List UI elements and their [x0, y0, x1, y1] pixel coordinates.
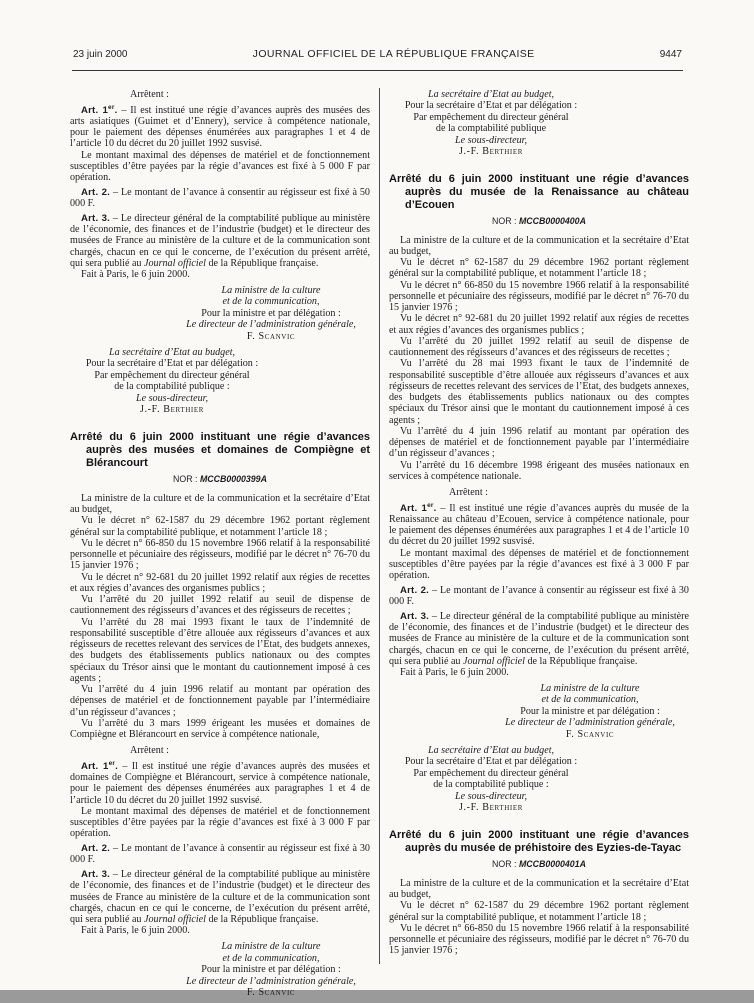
paragraph [389, 503, 689, 548]
signature-line: J.-F. Berthier [459, 146, 523, 157]
paragraph-text: Vu le décret n° 66-850 du 15 novembre 1966 relatif à la responsabilité personnelle et pécuniaire des régisseurs, modifié par le décret n° 76-70 du 15 janvier 1976 ; [70, 537, 370, 572]
paragraph-text: – Le directeur général de la comptabilité publique au ministère de l’économie, des finances et de l’industrie (budget) et le directeur des musées de France au ministère de la culture et de la communication sont chargés, chacun en ce qui le concerne, de l’exécution du présent arrêté, qui sera publié au [389, 610, 690, 667]
signature-line: Pour la ministre et par délégation : [201, 307, 341, 319]
article-label-text: Art. 2. [81, 843, 111, 854]
signature-block [389, 745, 593, 814]
nor-label: NOR : [173, 473, 198, 484]
paragraph-text: Vu l’arrêté du 28 mai 1993 fixant le taux de l’indemnité de responsabilité susceptible d’être allouée aux régisseurs d’avances et aux régisseurs de recettes relevant des services de l’Etat, des budgets annexes, des budgets des établissements publics nationaux ou des comptes spéciaux du Trésor ainsi que le montant du cautionnement imposé à ces agents ; [389, 358, 689, 426]
article-label-text: Art. 3. [81, 212, 110, 224]
article-label-text: Art. 1 [81, 760, 109, 772]
paragraph-text: Vu le décret n° 62-1587 du 29 décembre 1962 portant règlement général sur la comptabilité publique, et notamment l’article 18 ; [70, 515, 370, 538]
italic-text: Journal officiel [463, 655, 525, 667]
nor-value: MCCB0000399A [199, 473, 267, 484]
paragraph [389, 548, 689, 582]
signature-line: Le directeur de l’administration générale, [186, 319, 356, 331]
signature-line: Par empêchement du directeur général [413, 111, 569, 123]
article-label-text: Art. 2. [81, 186, 111, 198]
paragraph [389, 313, 689, 336]
signature-line: La ministre de la culture [540, 682, 640, 694]
formula-arretent: Arrêtent : [130, 745, 169, 757]
paragraph [389, 923, 689, 957]
paragraph [70, 684, 370, 718]
italic-text: Journal officiel [144, 257, 206, 269]
section-heading: Arrêté du 6 juin 2000 instituant une régie d’avances auprès du musée de préhistoire des Eyzies-de-Tayac [389, 828, 689, 854]
ordinal-suffix: er [427, 501, 434, 509]
paragraph [70, 150, 370, 184]
paragraph-text: Vu l’arrêté du 20 juillet 1992 relatif au seuil de dispense de cautionnement des régisseurs d’avances et des régisseurs de recettes ; [70, 594, 370, 617]
article-label-text: Art. 3. [81, 869, 110, 880]
ordinal-suffix: er [108, 103, 115, 111]
paragraph-text: Vu le décret n° 66-850 du 15 novembre 1966 relatif à la responsabilité personnelle et pécuniaire des régisseurs, modifié par le décret n° 76-70 du 15 janvier 1976 ; [389, 922, 689, 957]
article-label-text: Art. 1 [400, 502, 428, 514]
paragraph [389, 667, 689, 678]
paragraph [70, 594, 370, 617]
paragraph [70, 925, 370, 936]
paragraph [70, 269, 370, 280]
article-label-text: Art. 3. [400, 610, 429, 622]
paragraph-text: Vu l’arrêté du 28 mai 1993 fixant le taux de l’indemnité de responsabilité susceptible d’être allouée aux régisseurs d’avances et aux régisseurs de recettes relevant des services de l’Etat, des budgets annexes, des budgets des établissements publics nationaux ou des comptes spéciaux du Trésor ainsi que le montant du cautionnement imposé à ces agents ; [70, 616, 370, 684]
paragraph-text: – Il est institué une régie d’avances auprès des musées des arts asiatiques (Guimet et d’Ennery), service à compétence nationale, pour le paiement des dépenses énumérées aux paragraphes 1 et 4 de l’article 10 du décret du 20 juillet 1992 susvisé. [70, 104, 370, 150]
paragraph [70, 515, 370, 538]
paragraph-text: – Le montant de l’avance à consentir au régisseur est fixé à 30 000 F. [389, 584, 689, 607]
article-label [81, 105, 117, 116]
paragraph [70, 105, 370, 150]
page-header [73, 48, 682, 60]
signature-line: Pour la secrétaire d’Etat et par délégation : [85, 358, 259, 370]
signature-line: Le sous-directeur, [455, 790, 527, 802]
paragraph-text: – Le montant de l’avance à consentir au régisseur est fixé à 30 000 F. [70, 843, 370, 866]
signature-block [172, 285, 370, 343]
paragraph-text: La ministre de la culture et de la communication et la secrétaire d’Etat au budget, [389, 877, 689, 900]
signature-line: Pour la secrétaire d’Etat et par délégation : [404, 756, 578, 768]
article-label-text: . [114, 104, 118, 116]
paragraph [70, 213, 370, 269]
paragraph-text: de la République française. [205, 914, 319, 925]
signature-line: La ministre de la culture [221, 941, 321, 952]
left-column [70, 84, 370, 1003]
journal-date: 23 juin 2000 [73, 49, 128, 60]
paragraph [389, 460, 689, 483]
article-label-text: . [433, 502, 437, 514]
formula-arretent: Arrêtent : [449, 487, 488, 498]
nor-line [389, 216, 689, 226]
paragraph [389, 585, 689, 608]
signature-line: Le sous-directeur, [136, 392, 208, 404]
paragraph [389, 336, 689, 359]
paragraph-text: – Il est institué une régie d’avances auprès des musées et domaines de Compiègne et Blérancourt, service à compétence nationale, pour le paiement des dépenses énumérées aux paragraphes 1 et 4 de l’article 10 du décret du 20 juillet 1992 susvisé. [70, 760, 370, 806]
journal-title: JOURNAL OFFICIEL DE LA RÉPUBLIQUE FRANÇAISE [252, 48, 535, 60]
signature-line: Le directeur de l’administration générale, [505, 717, 675, 729]
article-label [400, 585, 429, 596]
paragraph [389, 257, 689, 280]
signature-line: J.-F. Berthier [140, 404, 204, 416]
signature-line: Pour la ministre et par délégation : [520, 705, 660, 717]
signature-line: La secrétaire d’Etat au budget, [427, 744, 555, 756]
signature-line: F. Scanvic [565, 728, 615, 740]
paragraph [70, 806, 370, 840]
signature-line: Par empêchement du directeur général [94, 369, 250, 381]
paragraph-text: de la République française. [205, 257, 319, 269]
nor-label: NOR : [492, 858, 517, 869]
signature-line: Le sous-directeur, [455, 134, 527, 146]
nor-value: MCCB0000401A [518, 858, 586, 869]
article-label-text: Art. 2. [400, 584, 430, 596]
paragraph [70, 843, 370, 866]
page-number: 9447 [659, 49, 682, 60]
paragraph-text: Vu le décret n° 62-1587 du 29 décembre 1962 portant règlement général sur la comptabilité publique, et notamment l’article 18 ; [389, 900, 689, 923]
paragraph [70, 187, 370, 210]
signature-line: Le directeur de l’administration générale, [186, 975, 356, 987]
signature-line: de la comptabilité publique : [433, 779, 549, 791]
paragraph [70, 761, 370, 806]
signature-line: Par empêchement du directeur général [413, 767, 569, 779]
paragraph [389, 235, 689, 258]
paragraph [70, 572, 370, 595]
paragraph [389, 611, 689, 667]
signature-line: et de la communication, [222, 952, 320, 964]
signature-line: de la comptabilité publique [435, 123, 547, 134]
paragraph-text: de la République française. [524, 655, 638, 667]
right-column [389, 84, 689, 1003]
paragraph [70, 617, 370, 685]
signature-line: La ministre de la culture [221, 284, 321, 296]
column-divider [379, 88, 380, 964]
nor-value: MCCB0000400A [518, 215, 586, 226]
paragraph [389, 358, 689, 426]
signature-block [70, 347, 274, 416]
paragraph [389, 280, 689, 314]
paragraph-text: Vu l’arrêté du 16 décembre 1998 érigeant des musées nationaux en services à compétence nationale. [389, 459, 689, 482]
formula-arretent: Arrêtent : [130, 89, 169, 100]
signature-line: Pour la secrétaire d’Etat et par délégation : [404, 100, 578, 111]
paragraph [389, 900, 689, 923]
signature-line: J.-F. Berthier [459, 802, 523, 814]
paragraph-text: – Il est institué une régie d’avances auprès du musée de la Renaissance au château d’Ecouen, service à compétence nationale, pour le paiement des dépenses énumérées aux paragraphes 1 et 4 de l’article 10 du décret du 20 juillet 1992 susvisé. [389, 502, 689, 548]
paragraph-text: Le montant maximal des dépenses de matériel et de fonctionnement susceptibles d’être payées par la régie d’avances est fixé à 3 000 F par opération. [70, 805, 370, 840]
paragraph-text: Le montant maximal des dépenses de matériel et de fonctionnement susceptibles d’être payées par la régie d’avances est fixé à 5 000 F par opération. [70, 149, 370, 183]
article-label-text: Art. 1 [81, 104, 109, 116]
article-label [81, 213, 110, 224]
paragraph-text: Le montant maximal des dépenses de matériel et de fonctionnement susceptibles d’être payées par la régie d’avances est fixé à 3 000 F par opération. [389, 547, 689, 581]
paragraph-text: – Le montant de l’avance à consentir au régisseur est fixé à 50 000 F. [70, 186, 370, 209]
paragraph [70, 869, 370, 925]
paragraph-text: La ministre de la culture et de la communication et la secrétaire d’Etat au budget, [70, 492, 370, 515]
article-label [81, 187, 110, 198]
article-label [400, 503, 436, 514]
ordinal-suffix: er [108, 759, 116, 767]
nor-line [389, 859, 689, 869]
paragraph-text: Vu le décret n° 92-681 du 20 juillet 1992 relatif aux régies de recettes et aux régies d’avances des organismes publics ; [389, 313, 689, 336]
paragraph-text: Vu l’arrêté du 3 mars 1999 érigeant les musées et domaines de Compiègne et Blérancourt en service à compétence nationale, [70, 717, 370, 740]
paragraph-text: Vu le décret n° 62-1587 du 29 décembre 1962 portant règlement général sur la comptabilité publique, et notamment l’article 18 ; [389, 257, 689, 280]
italic-text: Journal officiel [144, 914, 206, 925]
paragraph-text: – Le directeur général de la comptabilité publique au ministère de l’économie, des finances et de l’industrie (budget) et le directeur des musées de France au ministère de la culture et de la communication sont chargés, chacun en ce qui le concerne, de l’exécution du présent arrêté, qui sera publié au [70, 212, 371, 269]
signature-line: de la comptabilité publique : [114, 381, 230, 393]
section-heading: Arrêté du 6 juin 2000 instituant une régie d’avances auprès des musées et domaines de Compiègne et Blérancourt [70, 430, 370, 469]
paragraph [70, 538, 370, 572]
article-label [400, 611, 429, 622]
signature-line: et de la communication, [541, 694, 639, 706]
article-label-text: . [115, 760, 118, 772]
signature-line: F. Scanvic [246, 987, 296, 998]
page-content [70, 84, 689, 1003]
paragraph-text: Vu le décret n° 66-850 du 15 novembre 1966 relatif à la responsabilité personnelle et pécuniaire des régisseurs, modifié par le décret n° 76-70 du 15 janvier 1976 ; [389, 279, 689, 313]
signature-block [172, 941, 370, 999]
section-heading: Arrêté du 6 juin 2000 instituant une régie d’avances auprès du musée de la Renaissance au château d’Ecouen [389, 172, 689, 211]
paragraph-text: Vu l’arrêté du 4 juin 1996 relatif au montant par opération des dépenses de matériel et de fonctionnement payable par l’intermédiaire d’un régisseur d’avances ; [389, 425, 689, 460]
paragraph [389, 426, 689, 460]
article-label [81, 843, 110, 854]
paragraph [70, 493, 370, 516]
signature-line: La secrétaire d’Etat au budget, [108, 346, 236, 358]
paragraph-text: Vu le décret n° 92-681 du 20 juillet 1992 relatif aux régies de recettes et aux régies d’avances des organismes publics ; [70, 571, 370, 594]
paragraph [70, 718, 370, 741]
signature-block [389, 89, 593, 158]
paragraph-text: Fait à Paris, le 6 juin 2000. [81, 269, 190, 280]
nor-label: NOR : [492, 215, 517, 226]
paragraph-text: La ministre de la culture et de la communication et la secrétaire d’Etat au budget, [389, 234, 689, 257]
signature-block [491, 683, 689, 741]
paragraph-text: – Le directeur général de la comptabilité publique au ministère de l’économie, des finances et de l’industrie (budget) et le directeur des musées de France au ministère de la culture et de la communication sont chargés, chacun en ce qui le concerne, de l’exécution du présent arrêté, qui sera publié au [70, 869, 371, 925]
article-label [81, 869, 110, 880]
article-label [81, 761, 118, 772]
paragraph-text: Vu l’arrêté du 4 juin 1996 relatif au montant par opération des dépenses de matériel et de fonctionnement payable par l’intermédiaire d’un régisseur d’avances ; [70, 684, 370, 718]
paragraph [389, 878, 689, 901]
signature-line: F. Scanvic [246, 330, 296, 342]
paragraph-text: Fait à Paris, le 6 juin 2000. [81, 925, 190, 937]
paragraph-text: Fait à Paris, le 6 juin 2000. [400, 667, 509, 678]
signature-line: La secrétaire d’Etat au budget, [427, 88, 555, 100]
signature-line: Pour la ministre et par délégation : [201, 964, 341, 975]
signature-line: et de la communication, [222, 296, 320, 308]
paragraph-text: Vu l’arrêté du 20 juillet 1992 relatif au seuil de dispense de cautionnement des régisseurs d’avances et des régisseurs de recettes ; [389, 335, 689, 358]
header-rule [72, 70, 683, 71]
nor-line [70, 474, 370, 484]
